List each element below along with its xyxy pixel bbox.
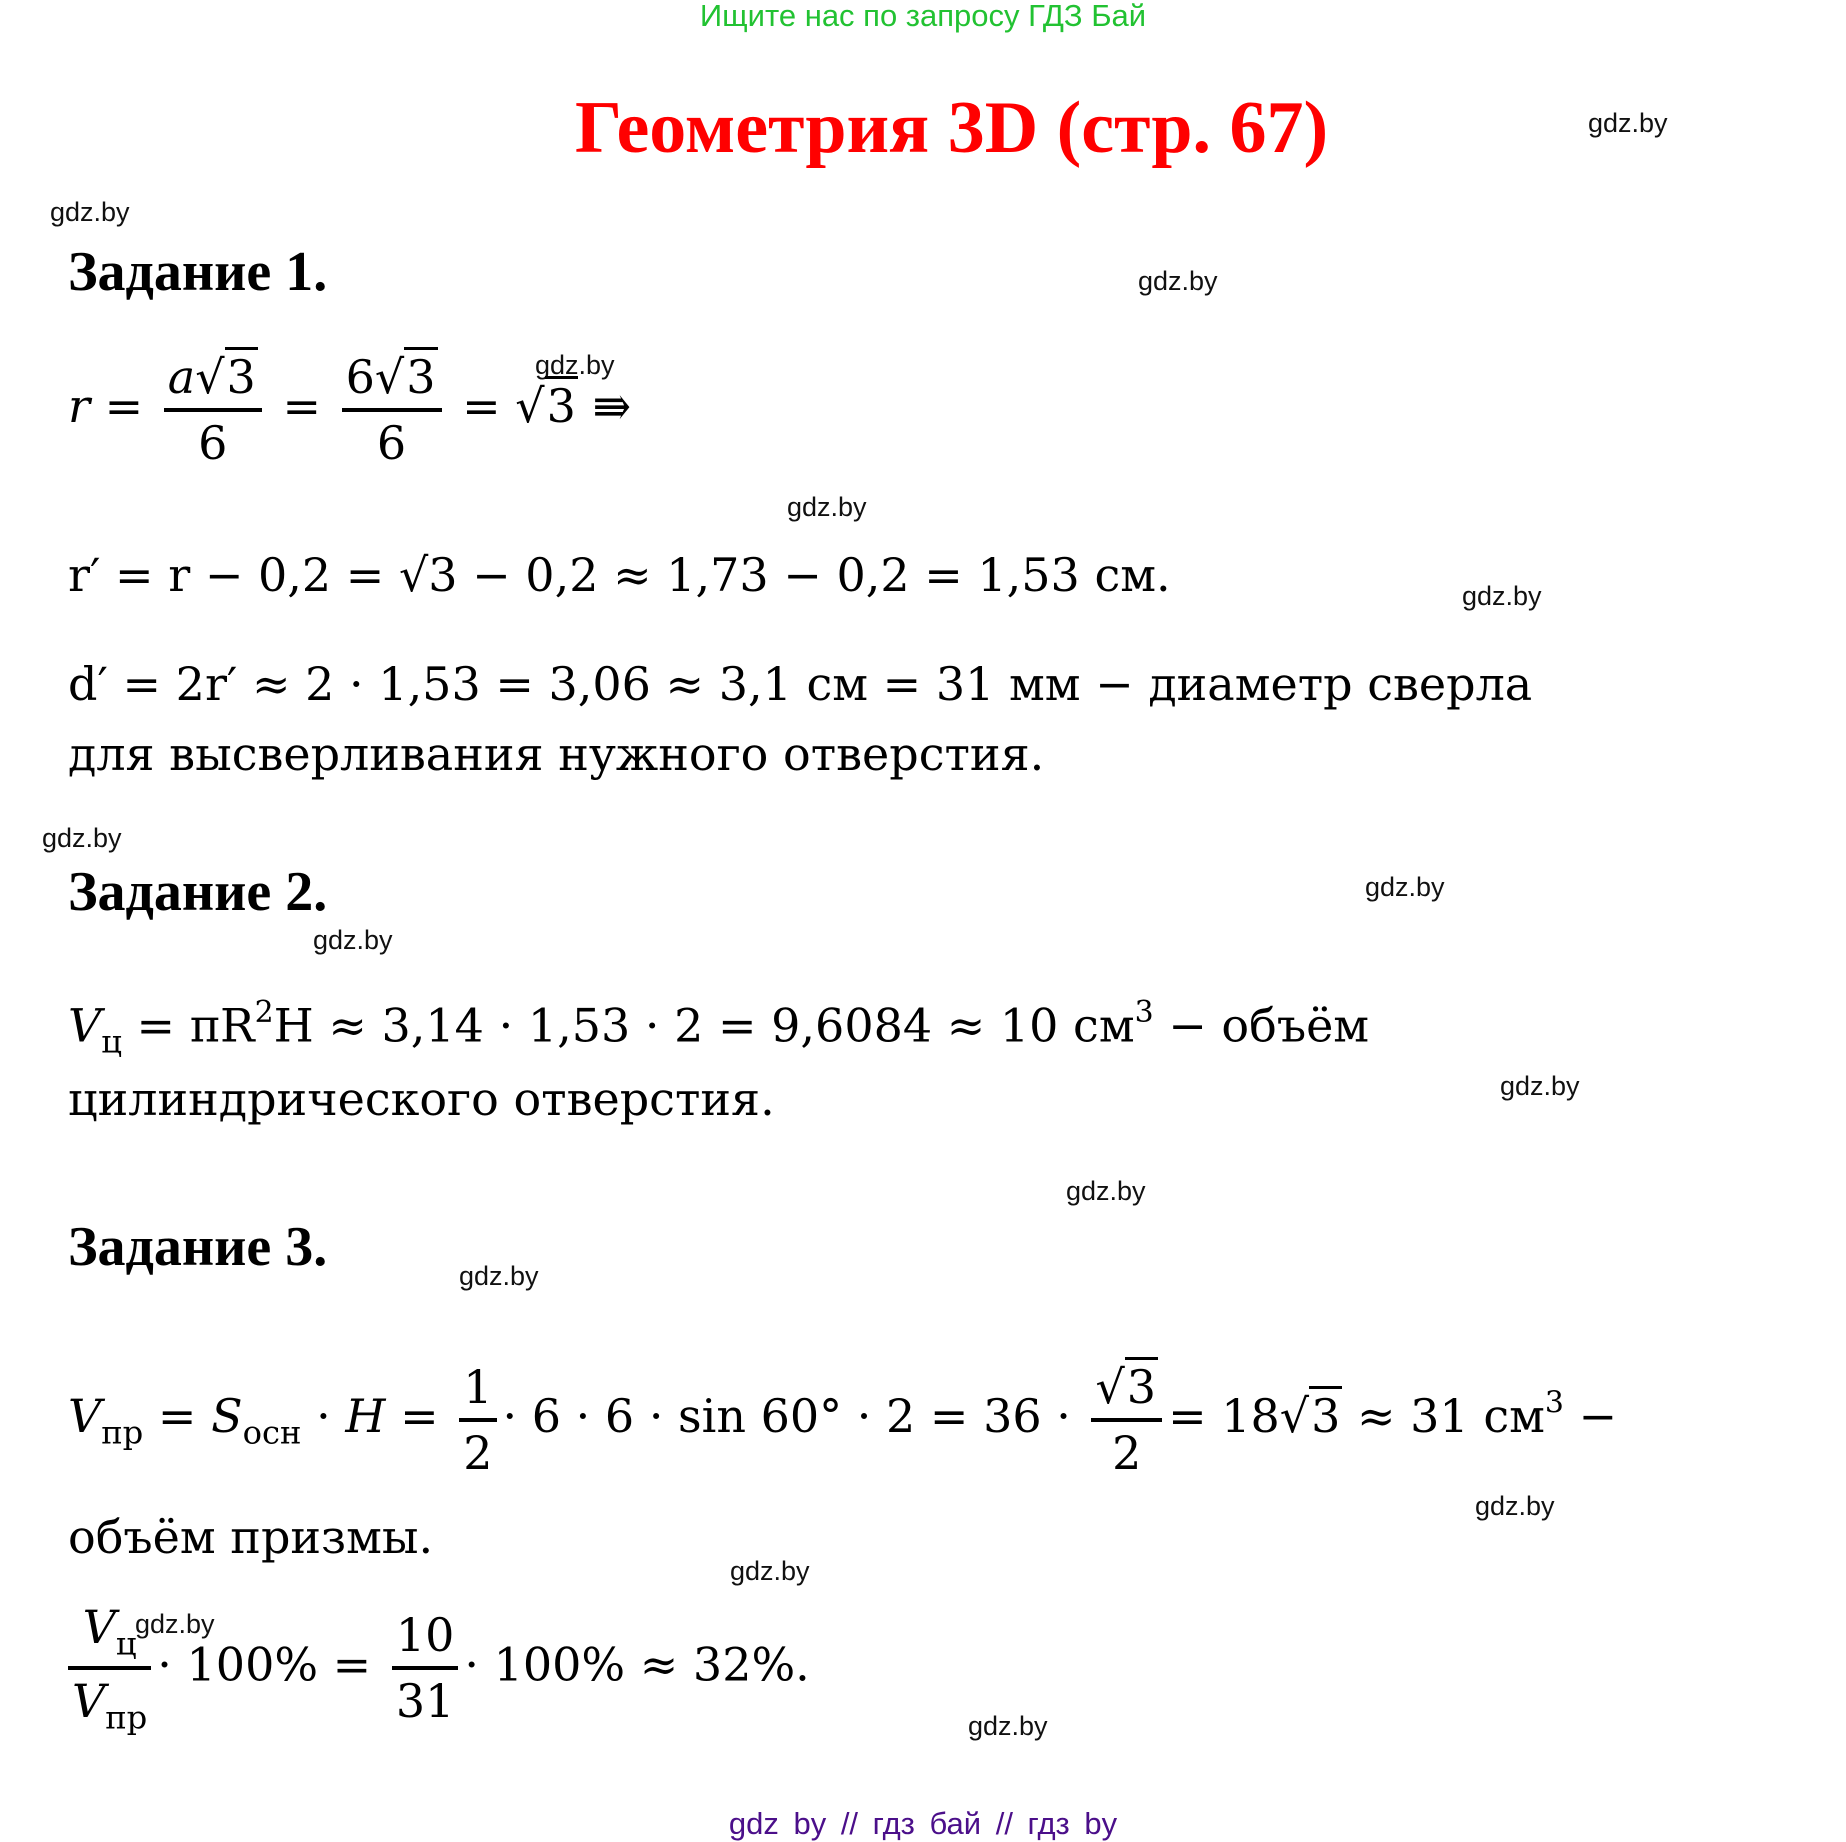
task-3-formula-prism-volume: $V_{пр} = S_{осн} \cdot H$ = $\frac{1}{2}$ · 6 · 6 · sin 60° · 2 = 36 · $\frac{√3}{2}$ = 18√3 ≈ 31 $см^3$ − bbox=[68, 1360, 1617, 1480]
task-3-conclusion: объём призмы. bbox=[68, 1510, 434, 1564]
task-3-formula-ratio: $\frac{V_ц}{V_{пр}}$ · 100% = $\frac{10}{31}$ · 100% ≈ 32%. bbox=[68, 1600, 810, 1737]
fraction: $\frac{6√3}{6}$ bbox=[342, 350, 442, 470]
watermark: gdz.by bbox=[135, 1609, 215, 1639]
fraction: $\frac{V_ц}{V_{пр}}$ bbox=[68, 1600, 151, 1737]
watermark: gdz.by bbox=[787, 492, 867, 522]
fraction: $\frac{10}{31}$ bbox=[392, 1608, 459, 1728]
task-2-heading: Задание 2. bbox=[68, 861, 328, 923]
watermark: gdz.by bbox=[968, 1711, 1048, 1741]
fraction: $\frac{a√3}{6}$ bbox=[164, 350, 262, 470]
watermark: gdz.by bbox=[730, 1556, 810, 1586]
task-1-conclusion: для высверливания нужного отверстия. bbox=[68, 727, 1045, 781]
fraction: $\frac{1}{2}$ bbox=[459, 1360, 496, 1480]
watermark: gdz.by bbox=[1475, 1491, 1555, 1521]
watermark: gdz.by bbox=[535, 350, 615, 380]
task-2-formula-volume: $V_ц = \pi R^2H \approx 3,14 \cdot 1,53 \cdot 2 = 9,6084 \approx 10$ $см^3$ − объём bbox=[68, 995, 1370, 1061]
page-title: Геометрия 3D (стр. 67) bbox=[575, 87, 1329, 169]
watermark: gdz.by bbox=[1138, 266, 1218, 296]
watermark: gdz.by bbox=[50, 197, 130, 227]
watermark: gdz.by bbox=[42, 823, 122, 853]
watermark: gdz.by bbox=[1588, 108, 1668, 138]
watermark: gdz.by bbox=[1462, 581, 1542, 611]
watermark: gdz.by bbox=[1365, 872, 1445, 902]
task-1-formula-r: r = $\frac{a√3}{6}$ = $\frac{6√3}{6}$ = √3 ⇛ bbox=[68, 350, 631, 470]
task-3-heading: Задание 3. bbox=[68, 1216, 328, 1278]
watermark: gdz.by bbox=[459, 1261, 539, 1291]
watermark: gdz.by bbox=[313, 925, 393, 955]
watermark: gdz.by bbox=[1500, 1071, 1580, 1101]
implies-arrow-icon: ⇛ bbox=[592, 379, 632, 433]
fraction: $\frac{√3}{2}$ bbox=[1091, 1360, 1162, 1480]
watermark: gdz.by bbox=[1066, 1176, 1146, 1206]
task-1-heading: Задание 1. bbox=[68, 241, 328, 303]
task-1-formula-d-prime: d′ = 2r′ ≈ 2 · 1,53 = 3,06 ≈ 3,1 см = 31 мм − диаметр сверла bbox=[68, 657, 1533, 711]
search-banner: Ищите нас по запросу ГДЗ Бай bbox=[699, 0, 1147, 33]
task-1-formula-r-prime: r′ = r − 0,2 = √3 − 0,2 ≈ 1,73 − 0,2 = 1,53 см. bbox=[68, 548, 1171, 602]
task-2-conclusion: цилиндрического отверстия. bbox=[68, 1072, 775, 1126]
footer-links: gdz by // гдз бай // гдз by bbox=[728, 1806, 1118, 1841]
